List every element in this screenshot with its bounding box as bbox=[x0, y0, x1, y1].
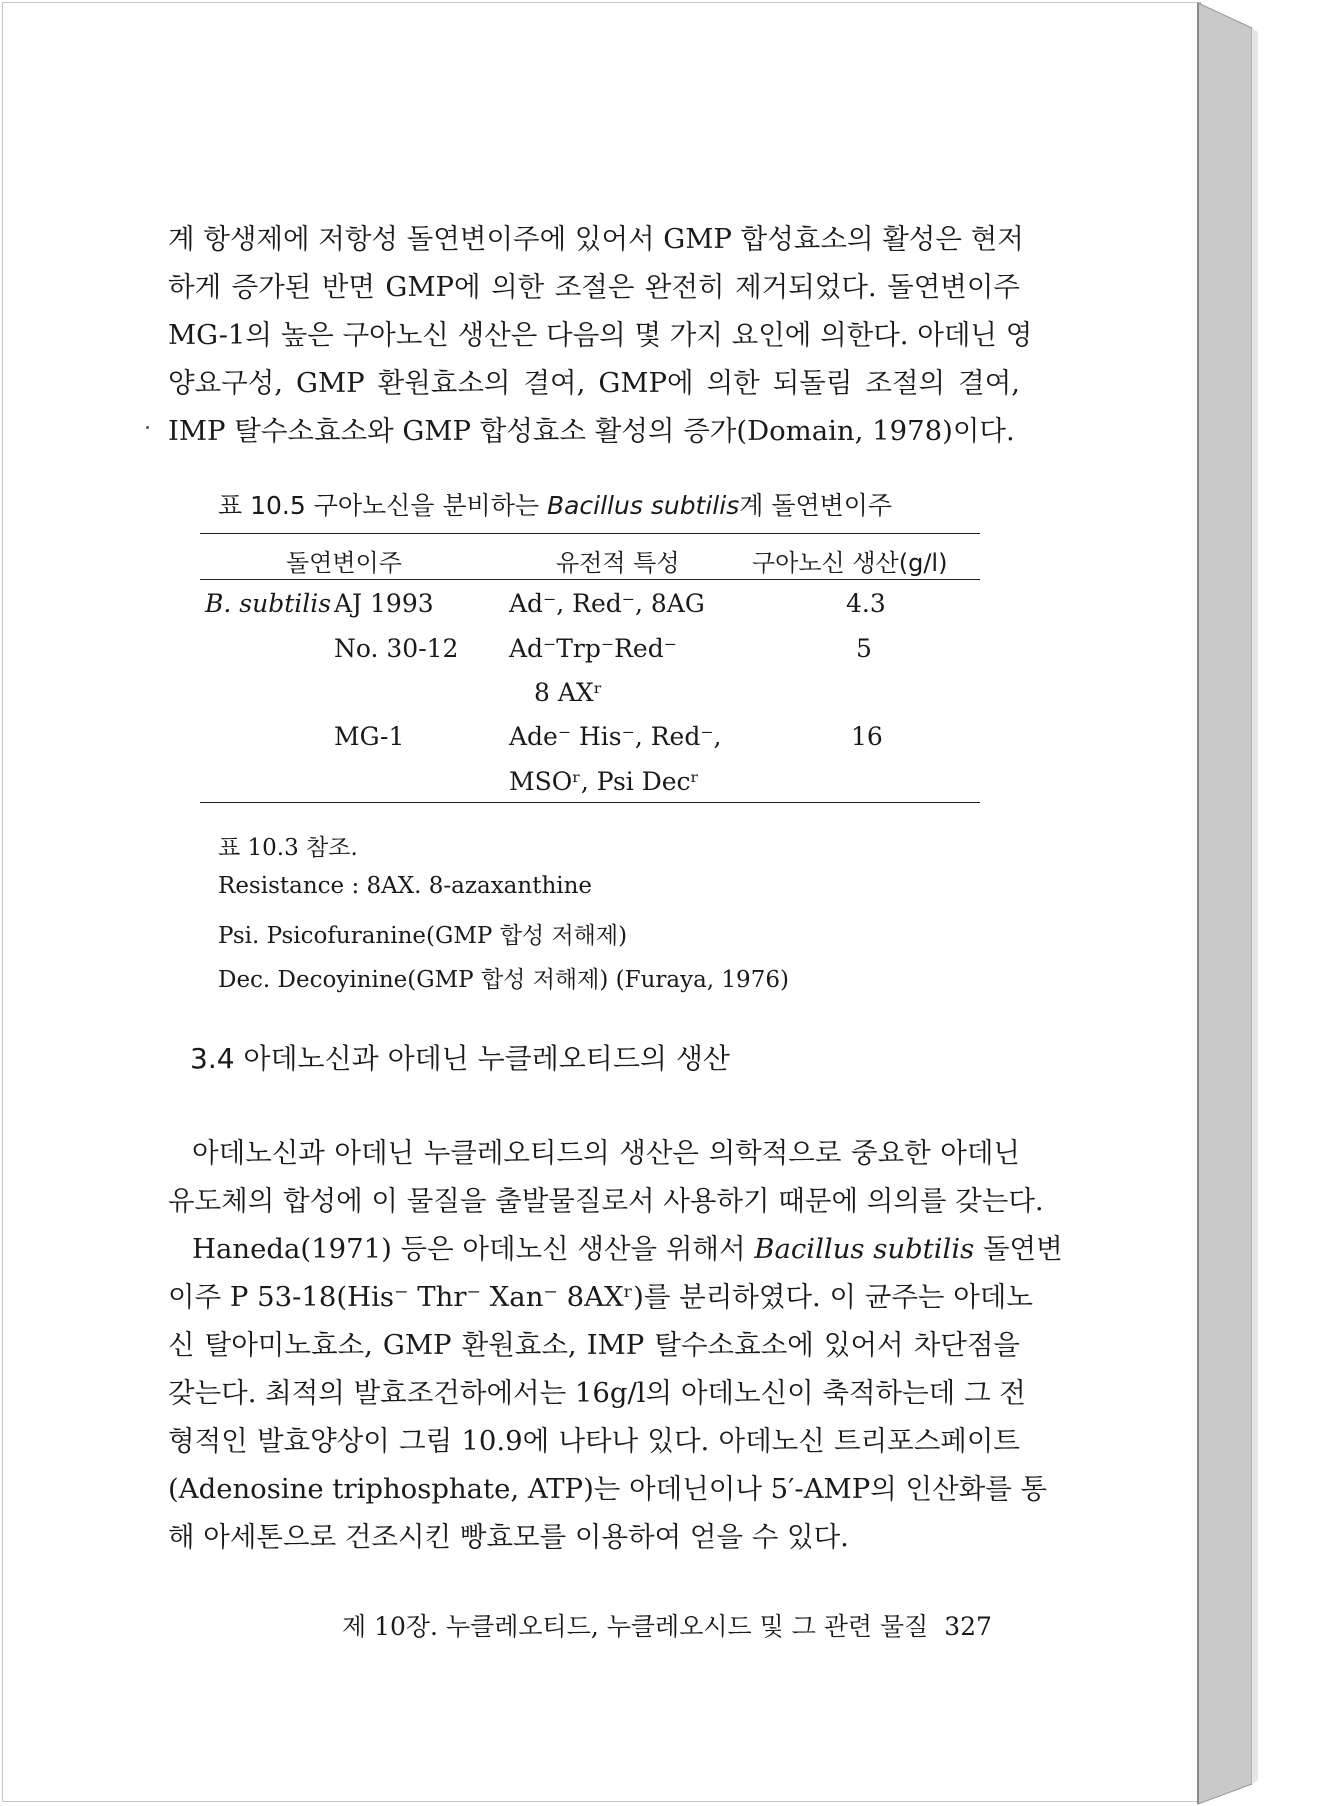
table-cell-traits: Ad⁻, Red⁻, 8AG bbox=[509, 589, 705, 618]
table-cell-production: 16 bbox=[851, 722, 883, 751]
text-line: 하게 증가된 반면 GMP에 의한 조절은 완전히 제거되었다. 돌연변이주 bbox=[168, 271, 1020, 303]
scan-mark bbox=[146, 426, 149, 429]
table-note: 표 10.3 참조. bbox=[218, 835, 358, 861]
table-cell-traits: MSOʳ, Psi Decʳ bbox=[509, 767, 700, 796]
caption-prefix: 표 10.5 구아노신을 분비하는 bbox=[218, 491, 547, 520]
text-line: 아데노신과 아데닌 누클레오티드의 생산은 의학적으로 중요한 아데닌 bbox=[192, 1137, 1020, 1169]
table-cell-traits: Ad⁻Trp⁻Red⁻ bbox=[509, 634, 677, 663]
text-line: IMP 탈수소효소와 GMP 합성효소 활성의 증가(Domain, 1978)이다. bbox=[168, 415, 1015, 447]
table-cell-strain: No. 30-12 bbox=[334, 634, 459, 663]
text-line: 이주 P 53-18(His⁻ Thr⁻ Xan⁻ 8AXʳ)를 분리하였다. 이 균주는 아데노 bbox=[168, 1281, 1033, 1313]
table-cell-production: 4.3 bbox=[846, 589, 886, 618]
table-header-production: 구아노신 생산(g/l) bbox=[752, 549, 948, 577]
table-bottom-rule bbox=[200, 802, 980, 803]
text-line: 형적인 발효양상이 그림 10.9에 나타나 있다. 아데노신 트리포스페이트 bbox=[168, 1425, 1020, 1457]
paragraph-top bbox=[168, 215, 1033, 455]
table-cell-traits: Ade⁻ His⁻, Red⁻, bbox=[509, 722, 722, 751]
paragraph-1 bbox=[168, 1129, 1044, 1225]
table-cell-production: 5 bbox=[856, 634, 872, 663]
table-cell-strain: AJ 1993 bbox=[334, 589, 434, 618]
text-line: Haneda(1971) 등은 아데노신 생산을 위해서 Bacillus subtilis 돌연변 bbox=[192, 1233, 1063, 1265]
table-cell-traits: 8 AXʳ bbox=[534, 678, 603, 707]
table-note: Dec. Decoyinine(GMP 합성 저해제) (Furaya, 1976) bbox=[218, 967, 789, 993]
text-line: 신 탈아미노효소, GMP 환원효소, IMP 탈수소효소에 있어서 차단점을 bbox=[168, 1329, 1020, 1361]
table-header-rule bbox=[200, 579, 980, 580]
section-heading: 3.4 아데노신과 아데닌 누클레오티드의 생산 bbox=[190, 1042, 730, 1075]
text-line: 유도체의 합성에 이 물질을 출발물질로서 사용하기 때문에 의의를 갖는다. bbox=[168, 1185, 1044, 1217]
text-line: 갖는다. 최적의 발효조건하에서는 16g/l의 아데노신이 축적하는데 그 전 bbox=[168, 1377, 1026, 1409]
text-line: MG-1의 높은 구아노신 생산은 다음의 몇 가지 요인에 의한다. 아데닌 영 bbox=[168, 319, 1033, 351]
table-note: Resistance : 8AX. 8-azaxanthine bbox=[218, 873, 593, 899]
table-caption bbox=[218, 486, 892, 522]
table-cell-strain: MG-1 bbox=[334, 722, 405, 751]
table-cell-species: B. subtilis bbox=[205, 589, 332, 618]
table-header-traits: 유전적 특성 bbox=[556, 549, 680, 577]
text-line: 양요구성, GMP 환원효소의 결여, GMP에 의한 되돌림 조절의 결여, bbox=[168, 367, 1020, 399]
table-top-rule bbox=[200, 533, 980, 534]
caption-species: Bacillus subtilis bbox=[546, 491, 740, 520]
text-line: (Adenosine triphosphate, ATP)는 아데닌이나 5′-AMP의 인산화를 통 bbox=[168, 1473, 1048, 1505]
paragraph-2 bbox=[168, 1225, 1063, 1561]
table-header-strain: 돌연변이주 bbox=[286, 549, 402, 577]
footer-chapter: 제 10장. 누클레오티드, 누클레오시드 및 그 관련 물질 bbox=[342, 1612, 929, 1641]
text-line: 해 아세톤으로 건조시킨 빵효모를 이용하여 얻을 수 있다. bbox=[168, 1521, 849, 1553]
text-line: 계 항생제에 저항성 돌연변이주에 있어서 GMP 합성효소의 활성은 현저 bbox=[168, 223, 1024, 255]
page-footer bbox=[342, 1607, 992, 1643]
caption-suffix: 계 돌연변이주 bbox=[739, 491, 893, 520]
table-note: Psi. Psicofuranine(GMP 합성 저해제) bbox=[218, 923, 628, 949]
page-number: 327 bbox=[944, 1612, 992, 1641]
